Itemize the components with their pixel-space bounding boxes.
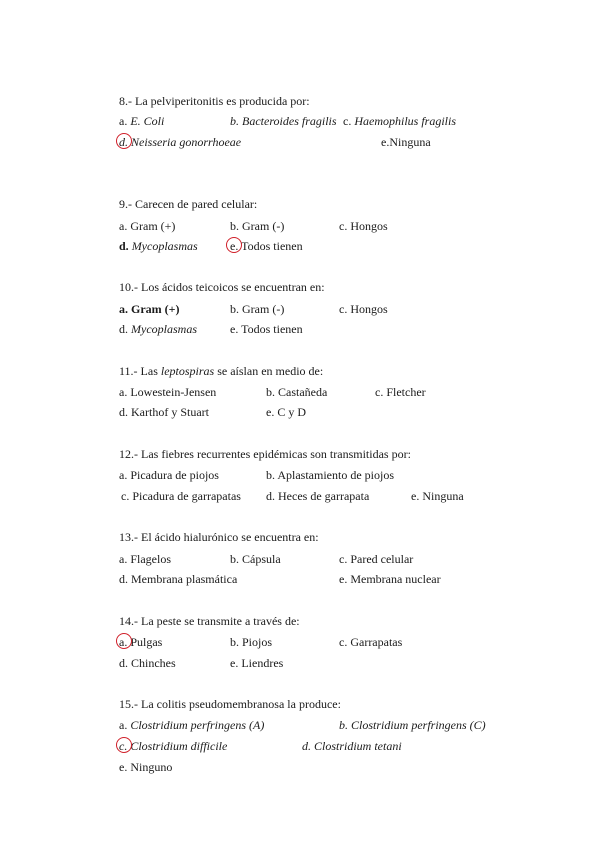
- question-11-stem: 11.- Las leptospiras se aíslan en medio de:: [119, 364, 324, 378]
- q14-option-e: e. Liendres: [230, 656, 284, 670]
- q14-option-d: d. Chinches: [119, 656, 176, 670]
- q9-option-a: a. Gram (+): [119, 219, 176, 233]
- q11-option-a: a. Lowestein-Jensen: [119, 385, 217, 399]
- q15-option-e: e. Ninguno: [119, 760, 173, 774]
- q12-option-d: d. Heces de garrapata: [266, 489, 370, 503]
- q14-option-a: a. Pulgas: [119, 635, 163, 649]
- q11-option-e: e. C y D: [266, 405, 306, 419]
- q8-option-a: a. E. Coli: [119, 114, 165, 128]
- question-9-stem: 9.- Carecen de pared celular:: [119, 197, 258, 211]
- q13-option-e: e. Membrana nuclear: [339, 572, 441, 586]
- q13-option-a: a. Flagelos: [119, 552, 171, 566]
- question-14-stem: 14.- La peste se transmite a través de:: [119, 614, 300, 628]
- q11-option-c: c. Fletcher: [375, 385, 426, 399]
- answer-circle-mark: [226, 237, 242, 253]
- q13-option-d: d. Membrana plasmática: [119, 572, 238, 586]
- q15-option-a: a. Clostridium perfringens (A): [119, 718, 265, 732]
- q15-option-c: c. Clostridium difficile: [119, 739, 228, 753]
- q15-option-d: d. Clostridium tetani: [302, 739, 402, 753]
- q15-option-b: b. Clostridium perfringens (C): [339, 718, 486, 732]
- q10-option-c: c. Hongos: [339, 302, 388, 316]
- answer-circle-mark: [116, 633, 132, 649]
- q10-option-a: a. Gram (+): [119, 302, 180, 316]
- q9-option-e: e. Todos tienen: [230, 239, 303, 253]
- q8-option-e: e.Ninguna: [381, 135, 431, 149]
- q12-option-b: b. Aplastamiento de piojos: [266, 468, 394, 482]
- q8-option-b: b. Bacteroides fragilis: [230, 114, 337, 128]
- answer-circle-mark: [116, 133, 132, 149]
- q13-option-b: b. Cápsula: [230, 552, 281, 566]
- question-8-stem: 8.- La pelviperitonitis es producida por:: [119, 94, 310, 108]
- q9-option-b: b. Gram (-): [230, 219, 285, 233]
- question-13-stem: 13.- El ácido hialurónico se encuentra en:: [119, 530, 319, 544]
- q10-option-e: e. Todos tienen: [230, 322, 303, 336]
- q8-option-d: d. Neisseria gonorrhoeae: [119, 135, 242, 149]
- q12-option-e: e. Ninguna: [411, 489, 464, 503]
- q8-option-c: c. Haemophilus fragilis: [343, 114, 456, 128]
- q11-option-d: d. Karthof y Stuart: [119, 405, 209, 419]
- q11-option-b: b. Castañeda: [266, 385, 328, 399]
- q14-option-c: c. Garrapatas: [339, 635, 403, 649]
- q12-option-a: a. Picadura de piojos: [119, 468, 219, 482]
- question-12-stem: 12.- Las fiebres recurrentes epidémicas son transmitidas por:: [119, 447, 411, 461]
- q12-option-c: c. Picadura de garrapatas: [121, 489, 241, 503]
- q10-option-b: b. Gram (-): [230, 302, 285, 316]
- question-15-stem: 15.- La colitis pseudomembranosa la produce:: [119, 697, 341, 711]
- q14-option-b: b. Piojos: [230, 635, 273, 649]
- q13-option-c: c. Pared celular: [339, 552, 414, 566]
- question-10-stem: 10.- Los ácidos teicoicos se encuentran en:: [119, 280, 325, 294]
- q9-option-d: d. Mycoplasmas: [119, 239, 198, 253]
- q10-option-d: d. Mycoplasmas: [119, 322, 197, 336]
- answer-circle-mark: [116, 737, 132, 753]
- q9-option-c: c. Hongos: [339, 219, 388, 233]
